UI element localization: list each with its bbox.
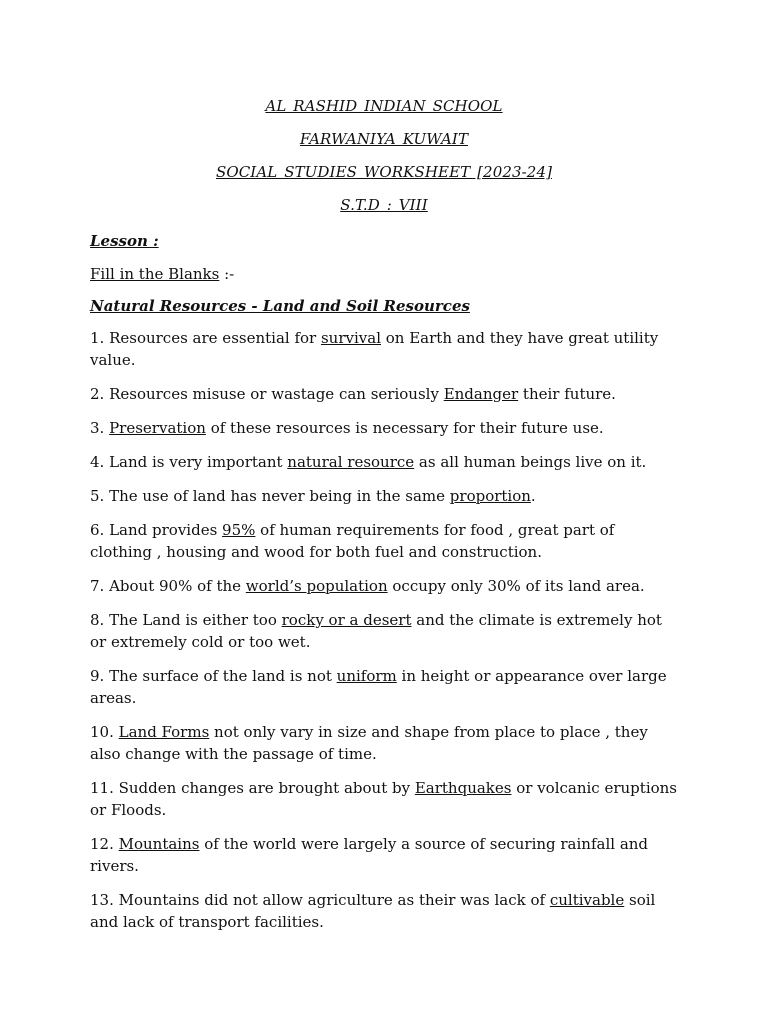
- question-answer: proportion: [449, 487, 531, 505]
- fill-in-blanks-label: Fill in the Blanks: [90, 265, 220, 283]
- question-answer: Land Forms: [118, 723, 210, 741]
- question-text-after: on Earth and they have great utility value.: [90, 329, 659, 369]
- question-item: [90, 889, 678, 933]
- fill-in-blanks-suffix: :-: [219, 265, 235, 283]
- question-item: [90, 417, 678, 439]
- school-location: FARWANIYA KUWAIT: [299, 130, 469, 148]
- question-text-after: not only vary in size and shape from place to place , they also change with the passage of time.: [90, 723, 648, 763]
- question-list: [90, 327, 678, 933]
- question-text-after: or volcanic eruptions or Floods.: [90, 779, 678, 819]
- fill-in-blanks-heading: [90, 264, 678, 284]
- question-text-before: 8. The Land is either too: [90, 611, 282, 629]
- question-text-after: as all human beings live on it.: [414, 453, 647, 471]
- worksheet-title: SOCIAL STUDIES WORKSHEET [2023-24]: [215, 163, 553, 181]
- question-answer: uniform: [336, 667, 397, 685]
- question-text-before: 12.: [90, 835, 119, 853]
- question-text-before: 7. About 90% of the: [90, 577, 246, 595]
- question-text-after: of the world were largely a source of securing rainfall and rivers.: [90, 835, 649, 875]
- question-item: [90, 833, 678, 877]
- question-text-after: their future.: [518, 385, 616, 403]
- question-text-after: and the climate is extremely hot or extremely cold or too wet.: [90, 611, 662, 651]
- question-text-after: .: [530, 487, 536, 505]
- question-answer: survival: [320, 329, 381, 347]
- question-item: [90, 327, 678, 371]
- lesson-label: Lesson :: [90, 232, 159, 250]
- question-answer: world’s population: [245, 577, 388, 595]
- question-text-after: occupy only 30% of its land area.: [387, 577, 645, 595]
- question-text-before: 13. Mountains did not allow agriculture as their was lack of: [90, 891, 550, 909]
- question-item: [90, 451, 678, 473]
- question-text-before: 2. Resources misuse or wastage can seriously: [90, 385, 444, 403]
- school-name: AL RASHID INDIAN SCHOOL: [265, 97, 503, 115]
- question-text-before: 6. Land provides: [90, 521, 223, 539]
- question-item: [90, 609, 678, 653]
- question-item: [90, 665, 678, 709]
- question-text-before: 1. Resources are essential for: [90, 329, 321, 347]
- question-item: [90, 721, 678, 765]
- question-text-before: 3.: [90, 419, 110, 437]
- question-answer: cultivable: [549, 891, 625, 909]
- question-answer: Endanger: [443, 385, 519, 403]
- question-answer: rocky or a desert: [281, 611, 412, 629]
- question-item: [90, 777, 678, 821]
- question-answer: Mountains: [118, 835, 200, 853]
- question-item: [90, 575, 678, 597]
- question-answer: Earthquakes: [414, 779, 512, 797]
- question-text-before: 4. Land is very important: [90, 453, 288, 471]
- section-title: Natural Resources - Land and Soil Resources: [90, 297, 470, 315]
- question-answer: Preservation: [109, 419, 206, 437]
- question-answer: natural resource: [287, 453, 415, 471]
- question-item: [90, 383, 678, 405]
- question-text-before: 11. Sudden changes are brought about by: [90, 779, 415, 797]
- question-text-before: 5. The use of land has never being in the same: [90, 487, 450, 505]
- question-text-after: of these resources is necessary for their future use.: [205, 419, 604, 437]
- question-text-before: 10.: [90, 723, 119, 741]
- question-text-after: of human requirements for food , great part of clothing , housing and wood for both fuel and construction.: [90, 521, 615, 561]
- question-text-after: soil and lack of transport facilities.: [90, 891, 656, 931]
- question-text-before: 9. The surface of the land is not: [90, 667, 337, 685]
- question-item: [90, 519, 678, 563]
- question-text-after: in height or appearance over large areas.: [90, 667, 667, 707]
- question-answer: 95%: [222, 521, 256, 539]
- question-item: [90, 485, 678, 507]
- standard-label: S.T.D : VIII: [340, 196, 428, 214]
